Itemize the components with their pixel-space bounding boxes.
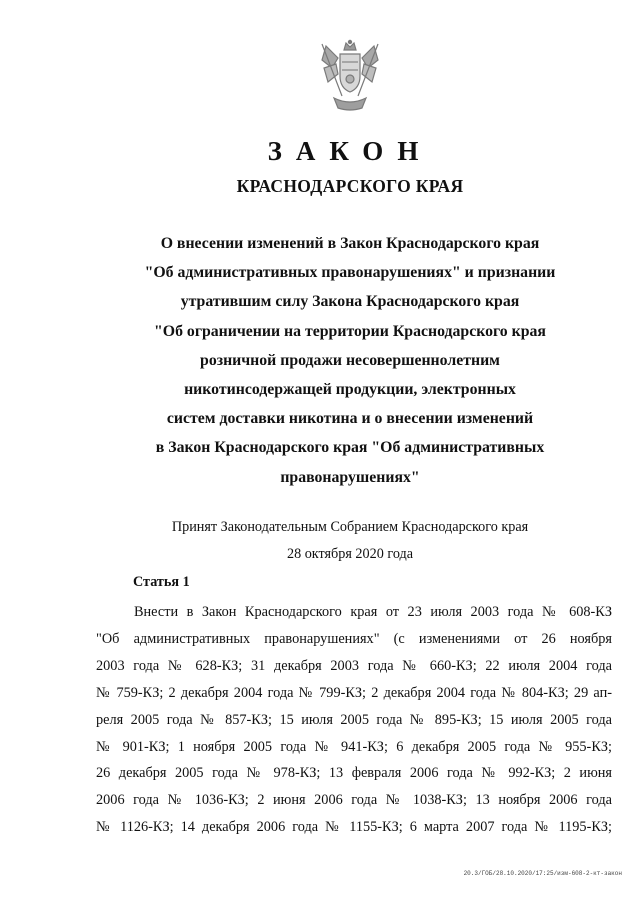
- adoption-body: Принят Законодательным Собранием Краснодарского края: [171, 519, 529, 535]
- title-line: систем доставки никотина и о внесении изменений: [166, 410, 534, 428]
- body-line: 2003 года № 628-КЗ; 31 декабря 2003 года № 660-КЗ; 22 июля 2004 года: [96, 657, 612, 674]
- law-title: [120, 229, 580, 492]
- title-line: правонарушениях": [280, 468, 420, 486]
- region-heading: КРАСНОДАРСКОГО КРАЯ: [236, 176, 464, 196]
- body-line: № 1126-КЗ; 14 декабря 2006 года № 1155-КЗ; 6 марта 2007 года № 1195-КЗ;: [96, 819, 612, 836]
- title-line: никотинсодержащей продукции, электронных: [184, 381, 516, 399]
- body-line: реля 2005 года № 857-КЗ; 15 июля 2005 года № 895-КЗ; 15 июля 2005 года: [96, 711, 612, 728]
- title-line: утратившим силу Закона Краснодарского края: [180, 293, 520, 311]
- article-body: [96, 599, 612, 841]
- article-heading: Статья 1: [133, 574, 190, 590]
- title-line: розничной продажи несовершеннолетним: [200, 351, 500, 369]
- document-type-heading: ЗАКОН: [267, 136, 433, 166]
- document-code: 20.3/ГОБ/28.10.2020/17:25/изм-608-2-кт-закон: [463, 870, 622, 877]
- coat-of-arms-icon: [318, 38, 382, 112]
- body-line: № 901-КЗ; 1 ноября 2005 года № 941-КЗ; 6 декабря 2005 года № 955-КЗ;: [96, 738, 612, 755]
- body-line: "Об административных правонарушениях" (с изменениями от 26 ноября: [96, 630, 612, 647]
- body-line: Внести в Закон Краснодарского края от 23 июля 2003 года № 608-КЗ: [134, 604, 612, 620]
- title-line: О внесении изменений в Закон Краснодарского края: [160, 235, 540, 252]
- body-line: 26 декабря 2005 года № 978-КЗ; 13 февраля 2006 года № 992-КЗ; 2 июня: [96, 765, 612, 782]
- adoption-date: 28 октября 2020 года: [286, 546, 414, 562]
- body-line: № 759-КЗ; 2 декабря 2004 года № 799-КЗ; 2 декабря 2004 года № 804-КЗ; 29 ап-: [96, 684, 612, 701]
- body-line: 2006 года № 1036-КЗ; 2 июня 2006 года № 1038-КЗ; 13 ноября 2006 года: [96, 792, 612, 809]
- adoption-note: [0, 514, 640, 568]
- title-line: "Об административных правонарушениях" и признании: [144, 264, 556, 282]
- title-line: в Закон Краснодарского края "Об административных: [155, 439, 545, 457]
- title-line: "Об ограничении на территории Краснодарского края: [154, 322, 546, 340]
